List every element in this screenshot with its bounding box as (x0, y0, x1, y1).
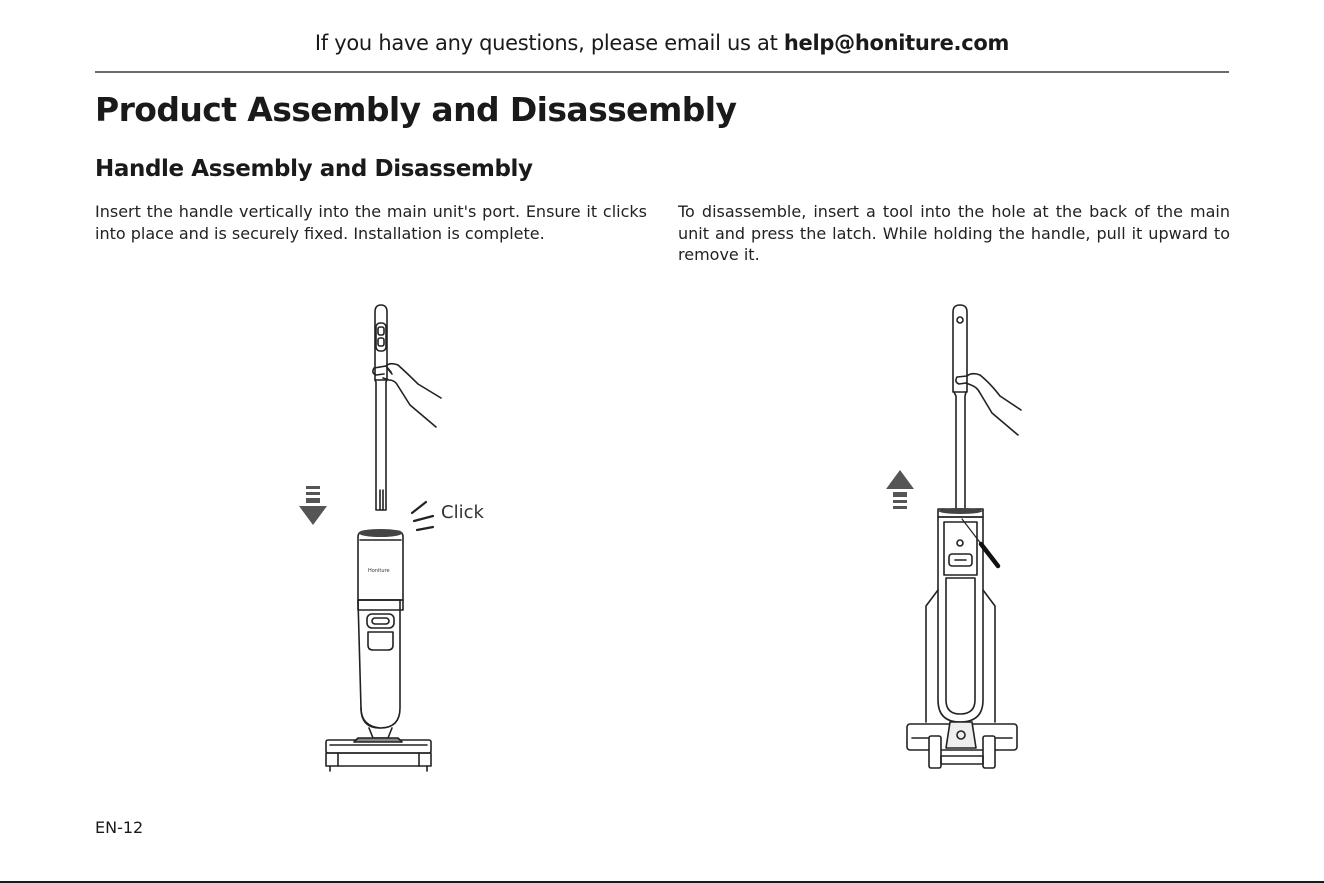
click-marks-icon (412, 502, 433, 530)
disassembly-figure (886, 305, 1021, 768)
disassembly-instruction: To disassemble, insert a tool into the hole at the back of the main unit and press the latch. While holding the handle, pull it upward to remove it. (678, 202, 1230, 264)
base-back-illustration (907, 722, 1017, 768)
brand-label: Honiture (368, 568, 390, 574)
main-unit-illustration (358, 529, 403, 738)
tool-icon (962, 519, 998, 566)
handle-illustration (375, 305, 387, 510)
page-number: EN-12 (95, 818, 144, 837)
base-illustration (326, 738, 431, 771)
header-text: If you have any questions, please email us at (314, 31, 784, 55)
main-unit-back-illustration (926, 508, 995, 722)
assembly-instruction: Insert the handle vertically into the main unit's port. Ensure it clicks into place and is securely fixed. Installation is complete. (95, 202, 647, 243)
click-label: Click (441, 502, 484, 523)
section-title: Handle Assembly and Disassembly (95, 156, 533, 182)
support-email[interactable]: help@honiture.com (783, 31, 1010, 55)
assembly-figure (299, 305, 441, 771)
handle-back-illustration (953, 305, 967, 512)
down-arrow-icon (299, 486, 327, 525)
page-title: Product Assembly and Disassembly (95, 90, 737, 129)
up-arrow-icon (886, 470, 914, 509)
